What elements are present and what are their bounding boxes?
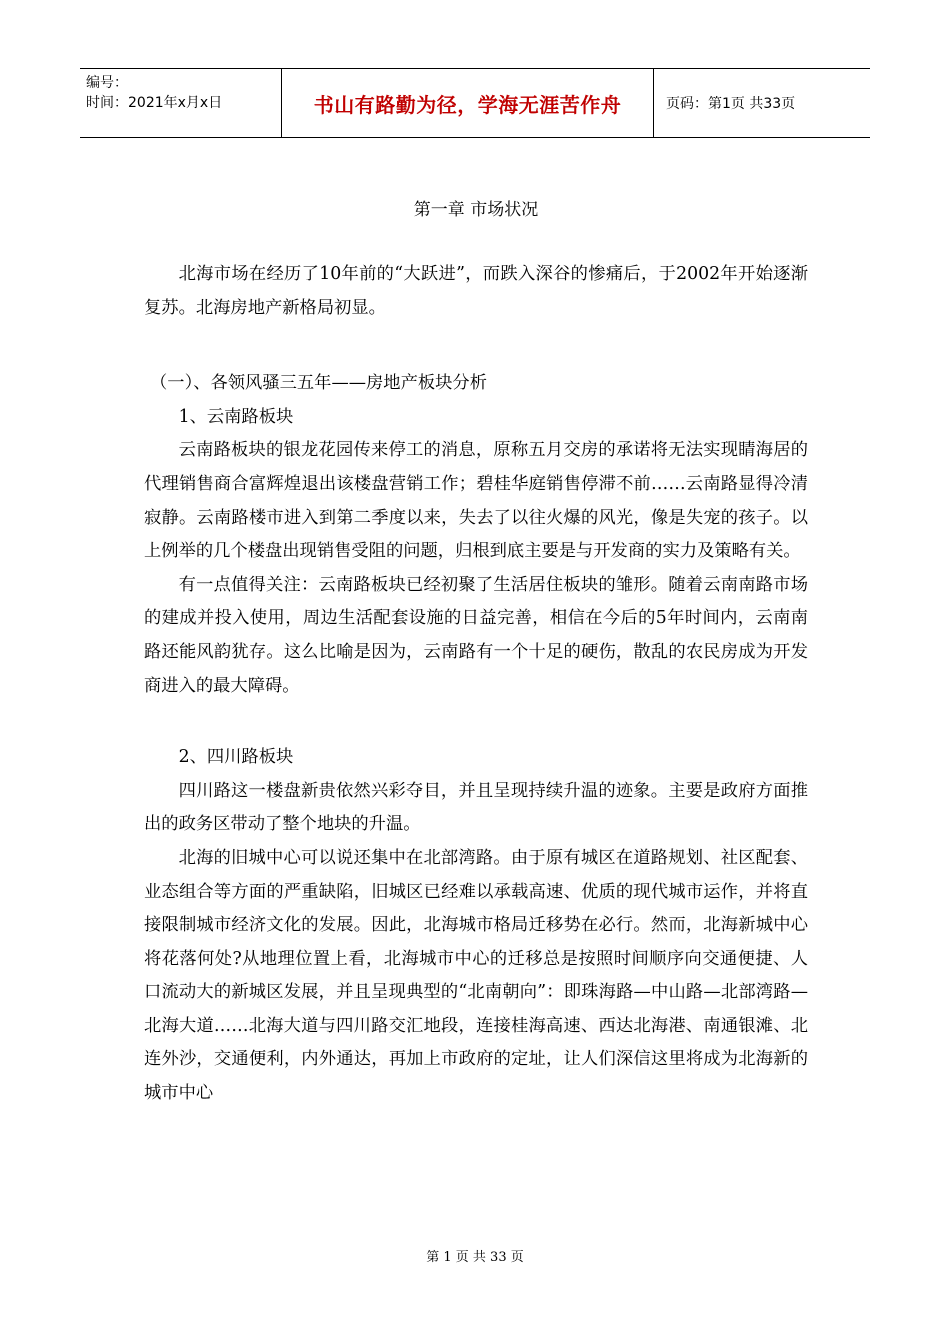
time-label: 时间：2021年x月x日 [86, 95, 223, 111]
subsection-heading-1: 1、云南路板块 [178, 406, 294, 427]
paragraph-sichuan-1: 四川路这一楼盘新贵依然兴彩夺目，并且呈现持续升温的迹象。主要是政府方面推出的政务区带动了整个地块的升温。 [144, 780, 808, 835]
chapter-title: 第一章 市场状况 [413, 200, 539, 220]
section-heading: （一）、各领风骚三五年——房地产板块分析 [150, 373, 487, 394]
page-footer: 第 1 页 共 33 页 [426, 1250, 524, 1265]
number-label: 编号： [86, 75, 128, 91]
header-motto: 书山有路勤为径，学海无涯苦作舟 [282, 69, 654, 137]
header-page-info: 页码：第1页 共33页 [666, 96, 796, 112]
paragraph-sichuan-2: 北海的旧城中心可以说还集中在北部湾路。由于原有城区在道路规划、社区配套、业态组合等方面的严重缺陷，旧城区已经难以承载高速、优质的现代城市运作，并将直接限制城市经济文化的发展。因此，北海城市格局迁移势在必行。然而，北海新城中心将花落何处?从地理位置上看，北海城市中心的迁移总是按照时间顺序向交通便捷、人口流动大的新城区发展，并且呈现典型的“北南朝向”：即珠海路—中山路—北部湾路—北海大道……北海大道与四川路交汇地段，连接桂海高速、西达北海港、南通银滩、北连外沙，交通便利，内外通达，再加上市政府的定址，让人们深信这里将成为北海新的城市中心 [144, 847, 808, 1104]
subsection-heading-2: 2、四川路板块 [178, 747, 294, 768]
page-header [80, 68, 870, 138]
paragraph-yunnan-1: 云南路板块的银龙花园传来停工的消息，原称五月交房的承诺将无法实现睛海居的代理销售商合富辉煌退出该楼盘营销工作；碧桂华庭销售停滞不前……云南路显得冷清寂静。云南路楼市进入到第二季度以来，失去了以往火爆的风光，像是失宠的孩子。以上例举的几个楼盘出现销售受阻的问题，归根到底主要是与开发商的实力及策略有关。 [144, 440, 808, 562]
paragraph-yunnan-2: 有一点值得关注：云南路板块已经初聚了生活居住板块的雏形。随着云南南路市场的建成并投入使用，周边生活配套设施的日益完善，相信在今后的5年时间内，云南南路还能风韵犹存。这么比喻是因为，云南路有一个十足的硬伤，散乱的农民房成为开发商进入的最大障碍。 [144, 574, 808, 696]
header-meta [80, 69, 282, 137]
intro-paragraph: 北海市场在经历了10年前的“大跃进”，而跌入深谷的惨痛后，于2002年开始逐渐复苏。北海房地产新格局初显。 [144, 264, 808, 318]
document-body [144, 190, 808, 1111]
